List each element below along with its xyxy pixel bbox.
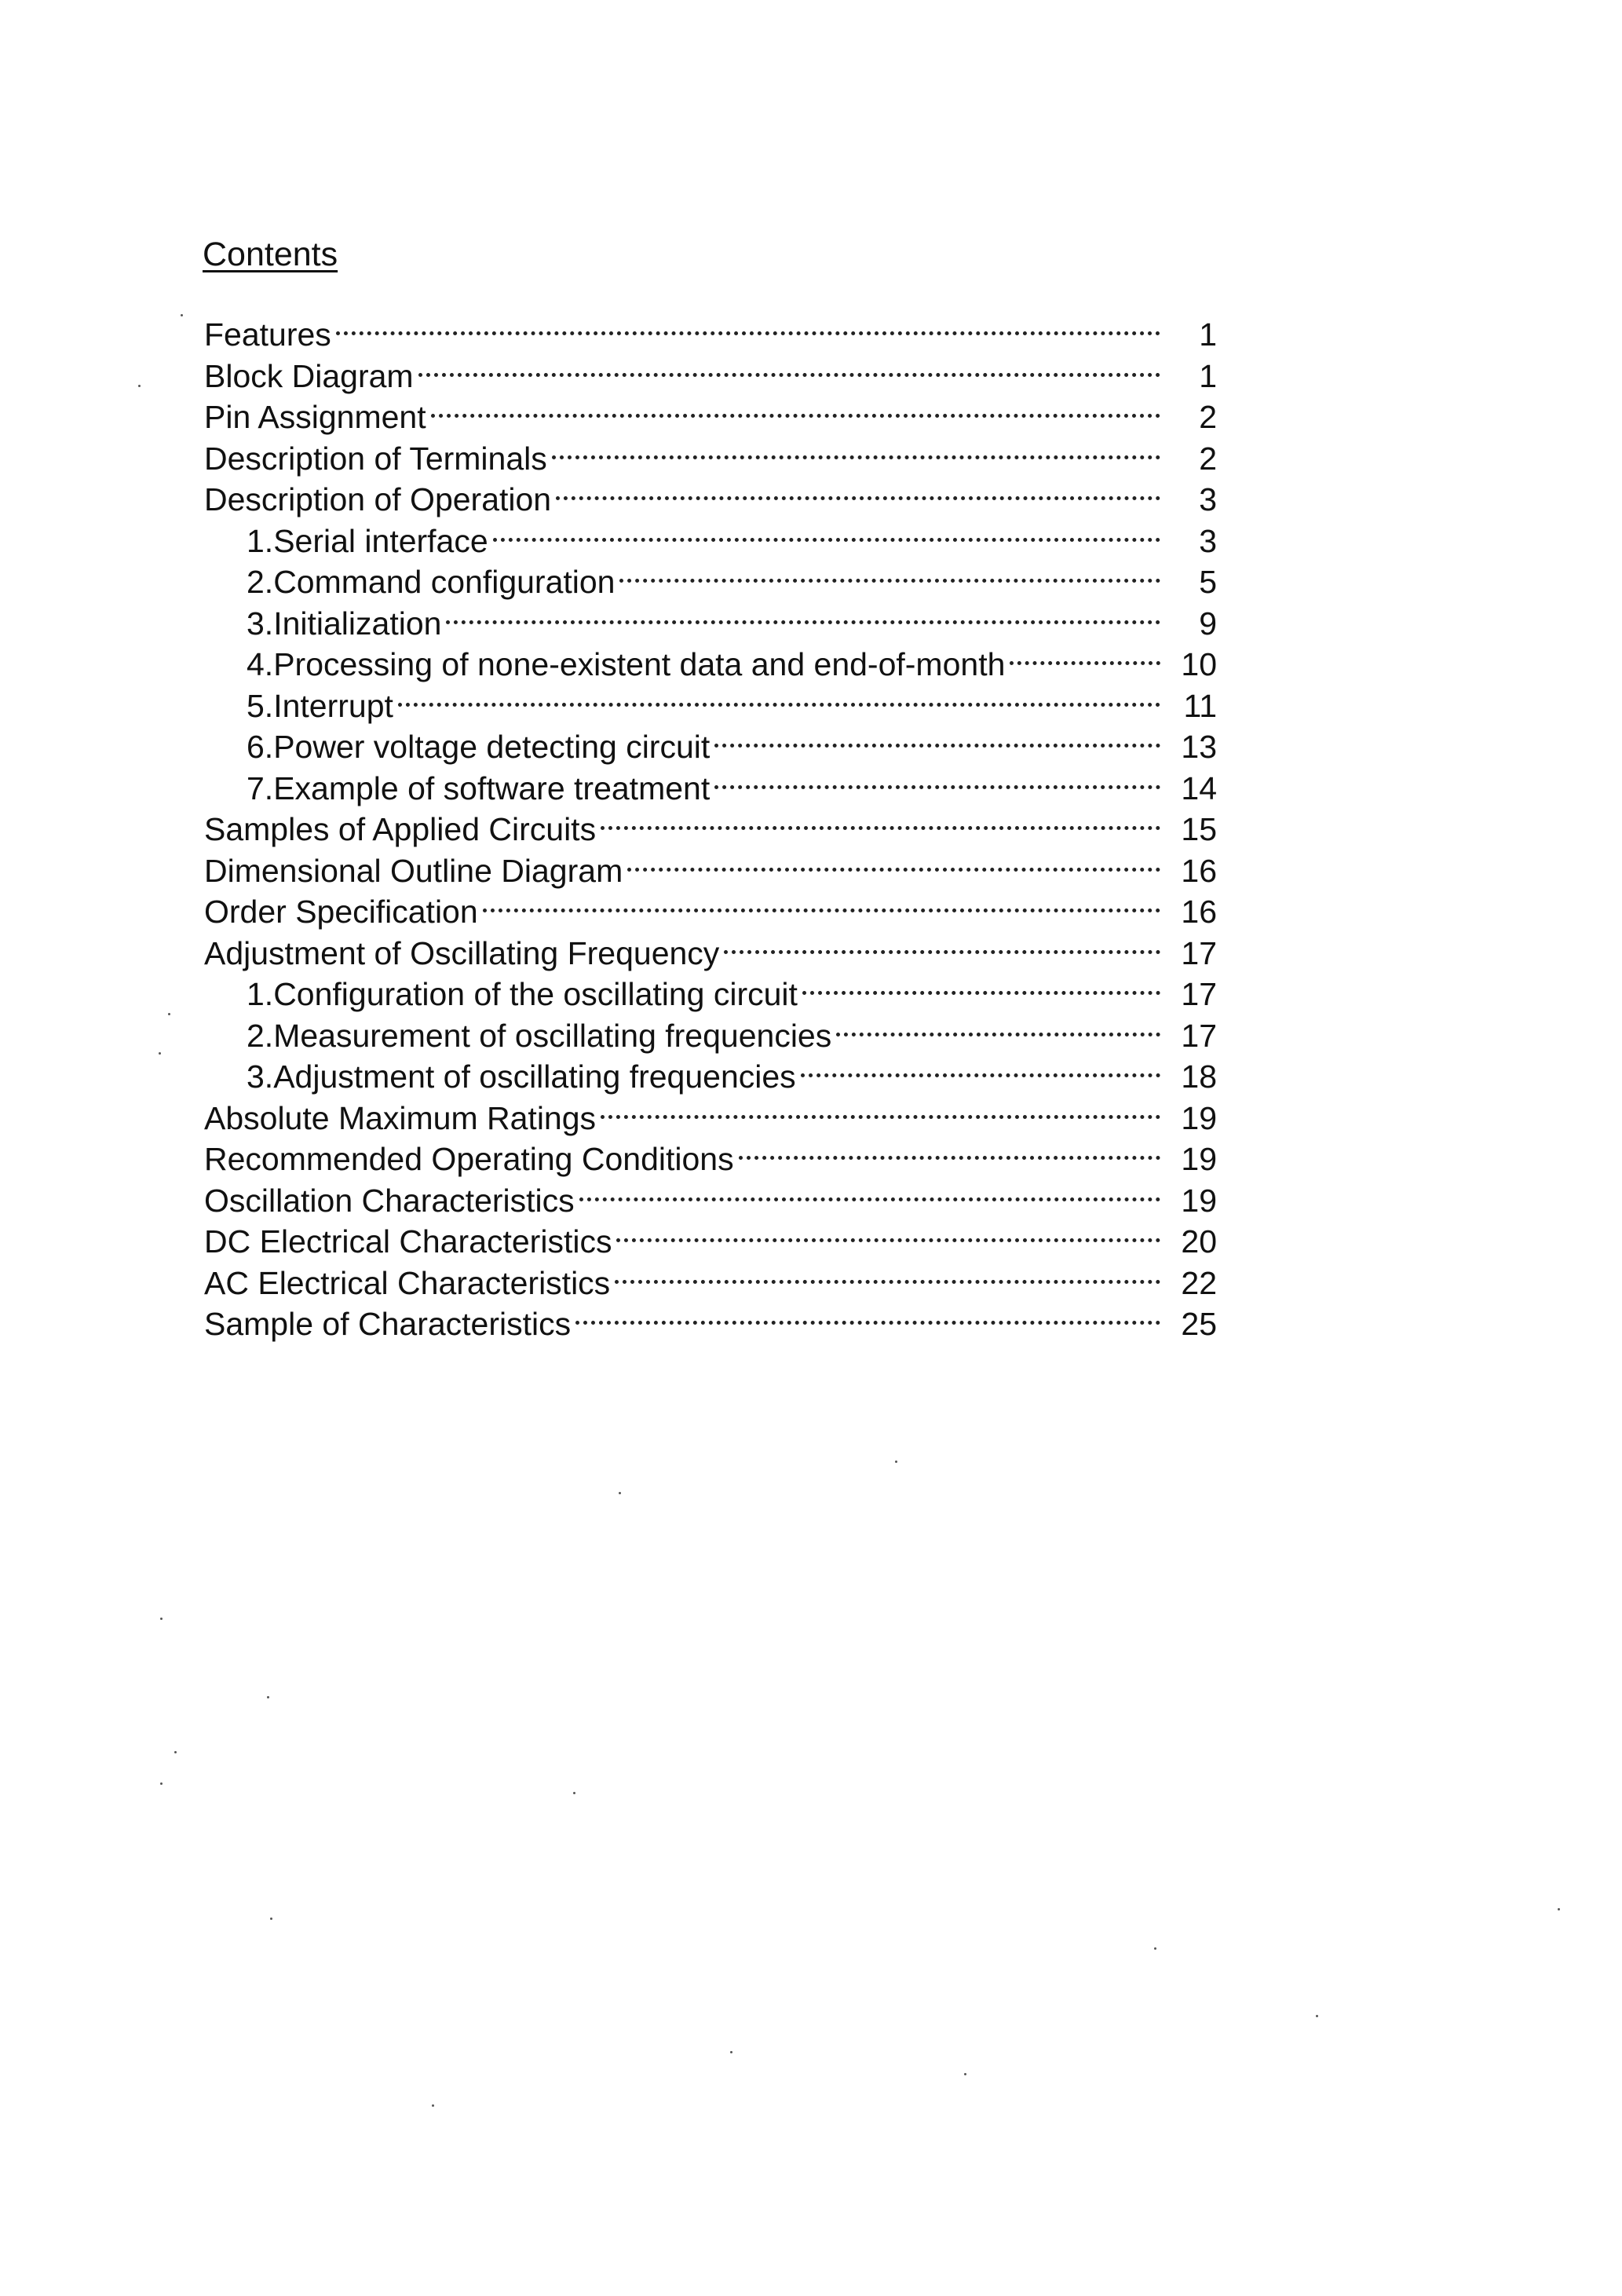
toc-entry-title: 6.Power voltage detecting circuit xyxy=(247,729,711,765)
toc-entry-title: Adjustment of Oscillating Frequency xyxy=(204,934,720,971)
toc-entry-page-number: 11 xyxy=(1183,687,1217,724)
dot-leader xyxy=(552,455,1160,459)
dot-leader xyxy=(627,868,1160,872)
toc-entry-title: Dimensional Outline Diagram xyxy=(204,852,623,889)
dot-leader xyxy=(616,1238,1160,1242)
toc-entry-title: Sample of Characteristics xyxy=(204,1306,572,1342)
toc-entry-title: 1.Serial interface xyxy=(247,522,488,559)
toc-entry-title: 3.Initialization xyxy=(247,605,442,642)
toc-entry-page-number: 13 xyxy=(1181,729,1217,765)
toc-entry-title: Features xyxy=(204,316,331,353)
toc-entry-title: 5.Interrupt xyxy=(247,687,393,724)
toc-entry-page-number: 15 xyxy=(1181,811,1217,847)
dot-leader xyxy=(615,1280,1160,1284)
dot-leader xyxy=(714,785,1160,789)
dot-leader xyxy=(801,1073,1160,1077)
toc-entry-page-number: 10 xyxy=(1181,646,1217,682)
toc-entry xyxy=(204,850,1217,892)
toc-entry-title: 2.Measurement of oscillating frequencies xyxy=(247,1017,832,1054)
toc-entry xyxy=(204,521,1217,562)
toc-entry-page-number: 5 xyxy=(1199,564,1217,600)
toc-entry-page-number: 19 xyxy=(1181,1182,1217,1219)
toc-entry-page-number: 17 xyxy=(1181,1017,1217,1054)
toc-entry-title: 3.Adjustment of oscillating frequencies xyxy=(247,1058,796,1095)
toc-entry xyxy=(204,479,1217,521)
toc-entry xyxy=(204,1015,1217,1057)
toc-entry-page-number: 18 xyxy=(1181,1058,1217,1095)
toc-entry-page-number: 17 xyxy=(1181,976,1217,1012)
dot-leader xyxy=(336,331,1160,335)
toc-entry xyxy=(204,768,1217,810)
toc-entry-page-number: 2 xyxy=(1199,440,1217,477)
toc-entry-page-number: 16 xyxy=(1181,894,1217,930)
toc-entry-title: Oscillation Characteristics xyxy=(204,1182,575,1219)
dot-leader xyxy=(724,950,1160,954)
toc-entry-page-number: 20 xyxy=(1181,1223,1217,1260)
dot-leader xyxy=(483,909,1160,912)
toc-entry-page-number: 9 xyxy=(1199,605,1217,642)
toc-entry xyxy=(204,438,1217,480)
toc-entry-page-number: 16 xyxy=(1181,852,1217,889)
toc-entry-title: Recommended Operating Conditions xyxy=(204,1141,734,1177)
dot-leader xyxy=(619,579,1160,583)
dot-leader xyxy=(836,1033,1160,1036)
toc-entry xyxy=(204,1221,1217,1263)
dot-leader xyxy=(418,373,1160,377)
toc-entry xyxy=(204,1139,1217,1180)
toc-entry-page-number: 17 xyxy=(1181,934,1217,971)
dot-leader xyxy=(739,1156,1160,1160)
toc-entry-title: Absolute Maximum Ratings xyxy=(204,1099,597,1136)
toc-entry-page-number: 19 xyxy=(1181,1099,1217,1136)
toc-entry xyxy=(204,933,1217,974)
toc-entry xyxy=(204,1180,1217,1222)
table-of-contents xyxy=(204,314,1217,1345)
dot-leader xyxy=(601,826,1160,830)
toc-entry-title: Block Diagram xyxy=(204,357,414,394)
toc-entry xyxy=(204,397,1217,438)
toc-entry-page-number: 19 xyxy=(1181,1141,1217,1177)
toc-entry-title: Description of Terminals xyxy=(204,440,547,477)
dot-leader xyxy=(446,620,1160,624)
toc-entry-page-number: 14 xyxy=(1181,770,1217,806)
dot-leader xyxy=(398,703,1160,707)
toc-entry-title: AC Electrical Characteristics xyxy=(204,1264,611,1301)
toc-entry xyxy=(204,891,1217,933)
toc-entry-page-number: 1 xyxy=(1199,357,1217,394)
toc-entry-title: DC Electrical Characteristics xyxy=(204,1223,612,1260)
toc-entry-title: Order Specification xyxy=(204,894,478,930)
toc-entry-title: 2.Command configuration xyxy=(247,564,616,600)
page-title: Contents xyxy=(203,236,338,273)
toc-entry-page-number: 22 xyxy=(1181,1264,1217,1301)
toc-entry xyxy=(204,356,1217,397)
toc-entry xyxy=(204,1263,1217,1304)
dot-leader xyxy=(575,1321,1160,1325)
toc-entry-page-number: 2 xyxy=(1199,399,1217,435)
toc-entry xyxy=(204,809,1217,850)
dot-leader xyxy=(802,991,1160,995)
dot-leader xyxy=(601,1115,1160,1119)
toc-entry xyxy=(204,603,1217,645)
toc-entry-page-number: 3 xyxy=(1199,522,1217,559)
dot-leader xyxy=(714,744,1160,748)
toc-entry-title: 4.Processing of none-existent data and end-of-month xyxy=(247,646,1006,682)
dot-leader xyxy=(556,496,1160,500)
toc-entry-page-number: 3 xyxy=(1199,481,1217,517)
toc-entry-title: 1.Configuration of the oscillating circuit xyxy=(247,976,798,1012)
toc-entry xyxy=(204,686,1217,727)
toc-entry xyxy=(204,561,1217,603)
toc-entry-page-number: 1 xyxy=(1199,316,1217,353)
toc-entry xyxy=(204,1303,1217,1345)
toc-entry xyxy=(204,1056,1217,1098)
toc-entry xyxy=(204,1098,1217,1139)
toc-entry-title: Samples of Applied Circuits xyxy=(204,811,597,847)
toc-entry xyxy=(204,974,1217,1015)
dot-leader xyxy=(431,414,1160,418)
toc-entry-page-number: 25 xyxy=(1181,1306,1217,1342)
toc-entry-title: Description of Operation xyxy=(204,481,552,517)
toc-entry-title: Pin Assignment xyxy=(204,399,426,435)
dot-leader xyxy=(493,538,1160,542)
toc-entry xyxy=(204,314,1217,356)
dot-leader xyxy=(579,1197,1160,1201)
toc-entry-title: 7.Example of software treatment xyxy=(247,770,711,806)
toc-entry xyxy=(204,726,1217,768)
dot-leader xyxy=(1010,661,1160,665)
toc-entry xyxy=(204,644,1217,686)
